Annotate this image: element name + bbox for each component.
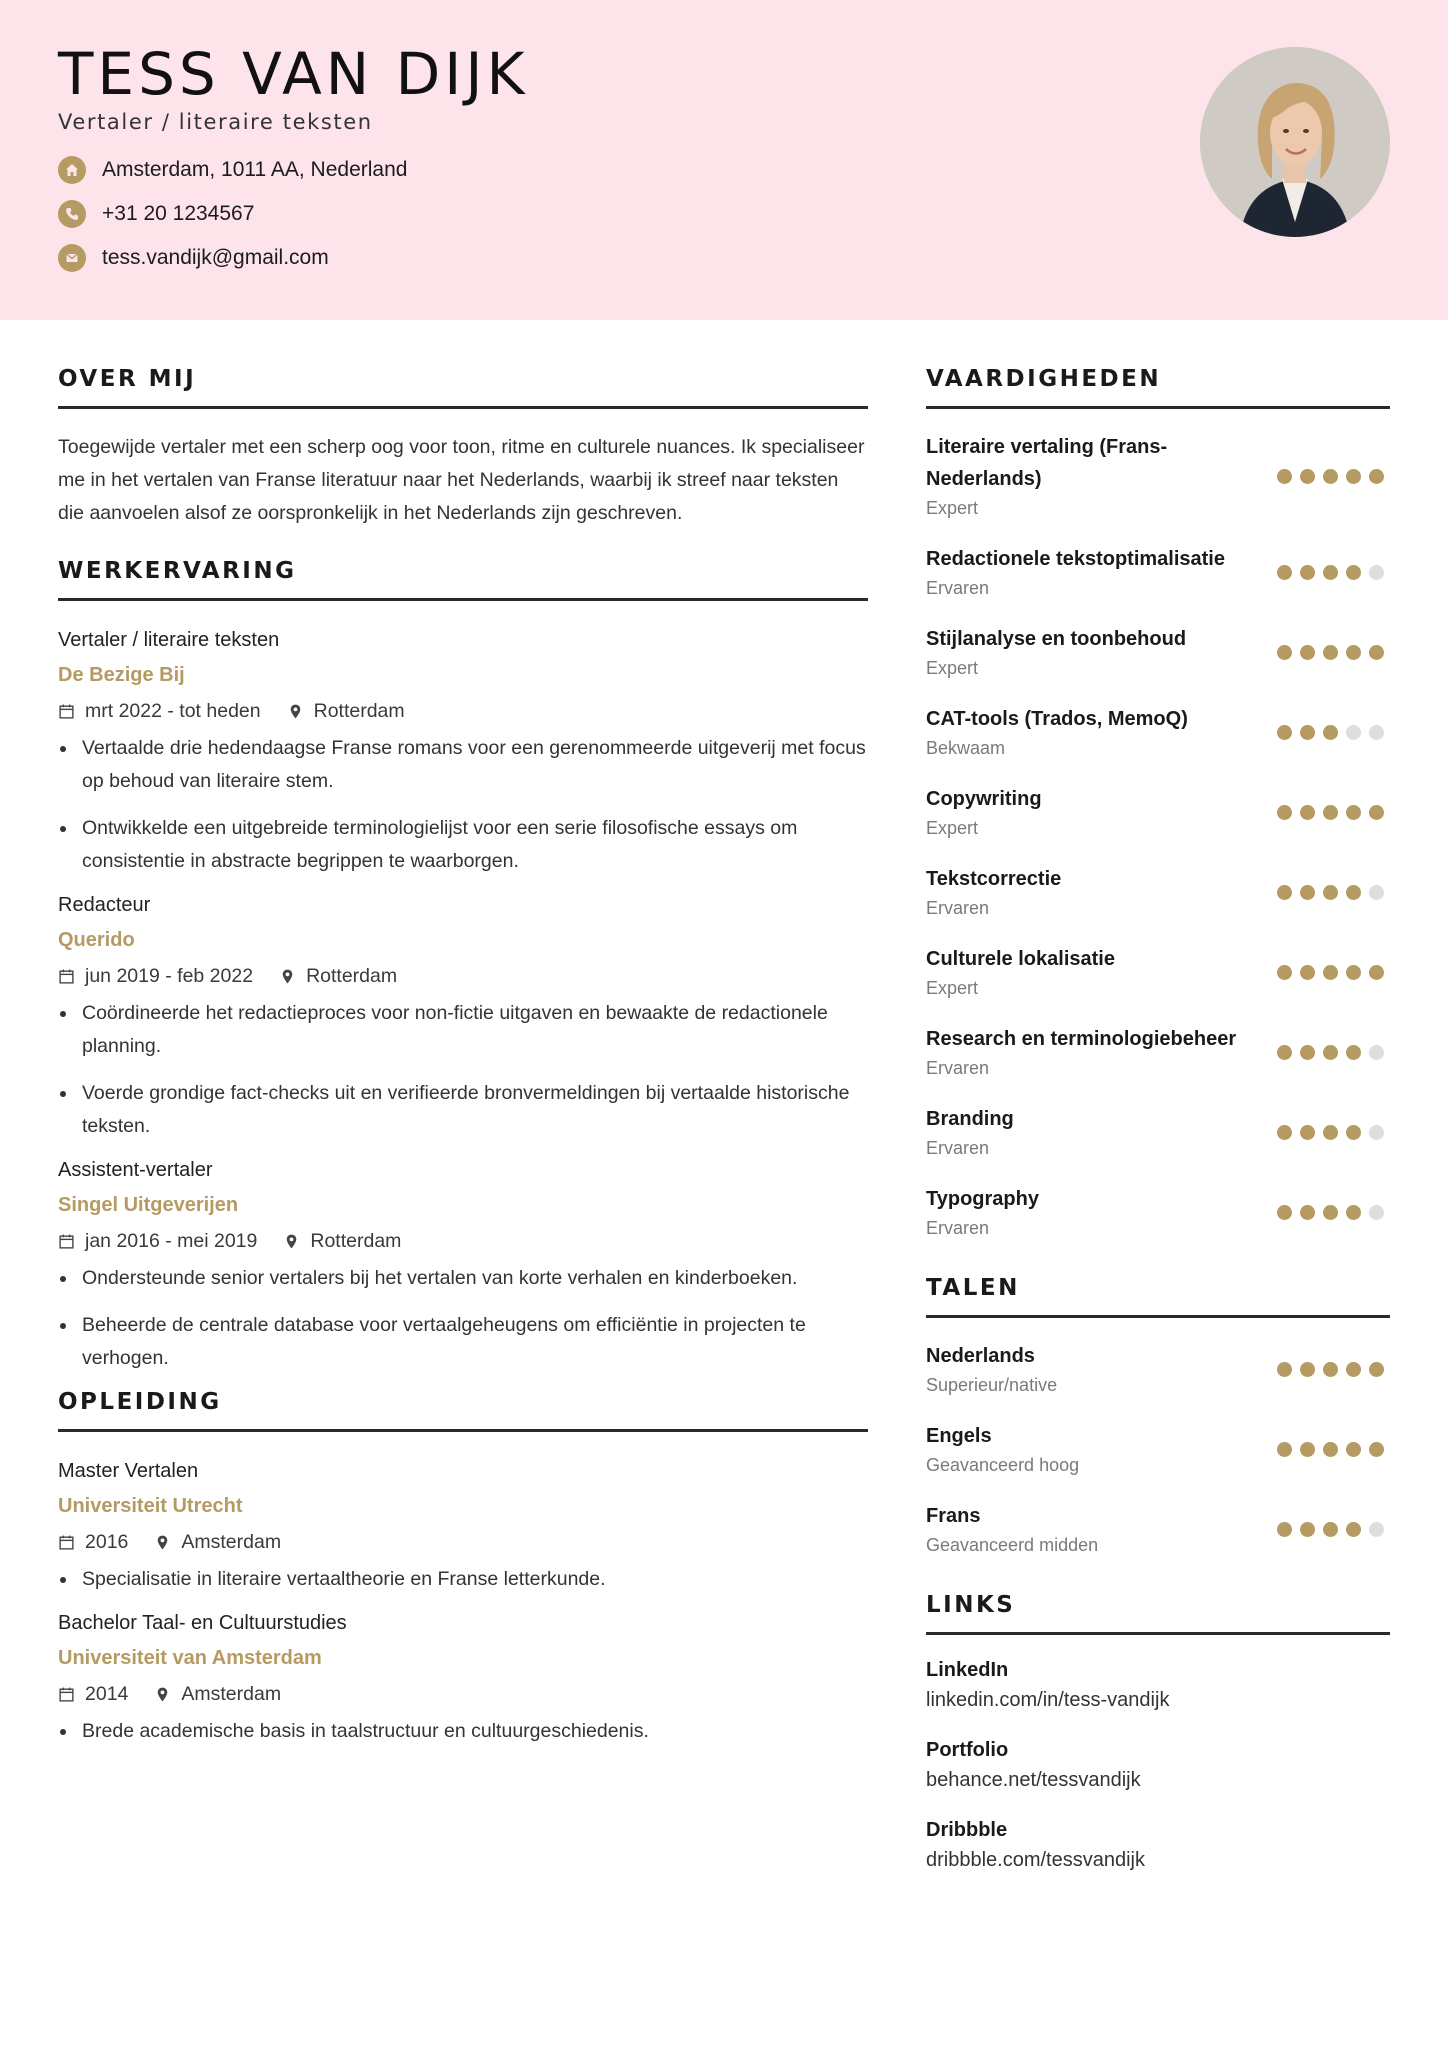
phone-icon (58, 200, 86, 228)
link-name: LinkedIn (926, 1659, 1009, 1681)
job-entry (58, 892, 868, 1143)
calendar-icon (58, 1534, 75, 1551)
link-name: Portfolio (926, 1739, 1009, 1761)
job-dates: jun 2019 - feb 2022 (85, 965, 254, 987)
school-name: Universiteit van Amsterdam (58, 1647, 322, 1669)
rating-dot (1277, 725, 1292, 740)
link-url[interactable]: behance.net/tessvandijk (926, 1769, 1141, 1791)
job-location: Rotterdam (313, 700, 405, 722)
language-level: Geavanceerd midden (926, 1535, 1099, 1555)
home-icon (58, 156, 86, 184)
links-section (926, 1592, 1390, 1875)
languages-list (926, 1340, 1390, 1558)
skill-item (926, 543, 1390, 601)
skill-level: Bekwaam (926, 738, 1006, 758)
job-entry (58, 627, 868, 878)
skill-item (926, 703, 1390, 761)
rating-dots (1277, 469, 1384, 484)
about-text: Toegewijde vertaler met een scherp oog voor toon, ritme en culturele nuances. Ik specialiseer me in het vertalen van Franse literatuur naar het Nederlands, waarbij ik streef naar teksten die aanvoelen alsof ze oorspronkelijk in het Nederlands zijn geschreven. (58, 436, 865, 524)
skill-name: Literaire vertaling (Frans-Nederlands) (926, 436, 1168, 490)
rating-dot (1300, 645, 1315, 660)
education-location: Amsterdam (181, 1683, 282, 1705)
rating-dot (1323, 565, 1338, 580)
rating-dot (1323, 1205, 1338, 1220)
language-level: Superieur/native (926, 1375, 1058, 1395)
rating-dot (1346, 1125, 1361, 1140)
location-pin-icon (154, 1686, 171, 1703)
rating-dot (1300, 1205, 1315, 1220)
experience-section (58, 558, 868, 1375)
rating-dot (1323, 965, 1338, 980)
bullet-item: Ondersteunde senior vertalers bij het vertalen van korte verhalen en kinderboeken. (58, 1262, 868, 1295)
rating-dot (1346, 965, 1361, 980)
rating-dot (1346, 885, 1361, 900)
rating-dot (1277, 965, 1292, 980)
bullet-item: Ontwikkelde een uitgebreide terminologielijst voor een serie filosofische essays om consistentie in abstracte begrippen te waarborgen. (58, 812, 868, 878)
location-pin-icon (154, 1534, 171, 1551)
about-section (58, 366, 868, 530)
rating-dot (1300, 885, 1315, 900)
rating-dot (1346, 469, 1361, 484)
rating-dot (1369, 1045, 1384, 1060)
rating-dot (1369, 1522, 1384, 1537)
job-title: Redacteur (58, 894, 151, 916)
rating-dot (1277, 885, 1292, 900)
rating-dot (1346, 645, 1361, 660)
job-company: Querido (58, 929, 135, 951)
rating-dot (1300, 1522, 1315, 1537)
bullet-item: Beheerde de centrale database voor vertaalgeheugens om efficiëntie in projecten te verhogen. (58, 1309, 868, 1375)
link-url[interactable]: dribbble.com/tessvandijk (926, 1849, 1145, 1871)
job-location: Rotterdam (310, 1230, 402, 1252)
education-section (58, 1389, 868, 1748)
language-level: Geavanceerd hoog (926, 1455, 1080, 1475)
skill-level: Expert (926, 658, 979, 678)
bullet-item: Specialisatie in literaire vertaaltheorie en Franse letterkunde. (58, 1563, 868, 1596)
link-item[interactable] (926, 1815, 1390, 1875)
job-meta (58, 698, 868, 724)
degree-title: Bachelor Taal- en Cultuurstudies (58, 1612, 347, 1634)
rating-dot (1346, 1522, 1361, 1537)
job-title: Assistent-vertaler (58, 1159, 213, 1181)
rating-dot (1369, 645, 1384, 660)
rating-dot (1369, 469, 1384, 484)
location-pin-icon (279, 968, 296, 985)
job-entry (58, 1157, 868, 1375)
job-meta (58, 1228, 868, 1254)
rating-dot (1323, 885, 1338, 900)
rating-dot (1277, 1125, 1292, 1140)
job-dates: jan 2016 - mei 2019 (85, 1230, 258, 1252)
section-title-skills: VAARDIGHEDEN (926, 366, 1390, 409)
rating-dots (1277, 1045, 1384, 1060)
skill-item (926, 1103, 1390, 1161)
education-location: Amsterdam (181, 1531, 282, 1553)
rating-dots (1277, 805, 1384, 820)
rating-dot (1369, 1442, 1384, 1457)
job-bullets (58, 1262, 868, 1375)
rating-dot (1369, 1125, 1384, 1140)
contact-email (58, 244, 329, 272)
education-entry (58, 1610, 868, 1748)
rating-dot (1277, 645, 1292, 660)
rating-dot (1323, 1362, 1338, 1377)
profile-photo (1200, 47, 1390, 237)
education-entry (58, 1458, 868, 1596)
skill-level: Ervaren (926, 1138, 990, 1158)
skill-level: Ervaren (926, 898, 990, 918)
rating-dots (1277, 645, 1384, 660)
sidebar-column (926, 366, 1390, 1875)
phone-text: +31 20 1234567 (102, 202, 255, 225)
main-column (58, 366, 868, 1762)
skill-level: Ervaren (926, 1058, 990, 1078)
rating-dot (1369, 565, 1384, 580)
skill-name: Redactionele tekstoptimalisatie (926, 548, 1225, 570)
skill-item (926, 863, 1390, 921)
job-company: De Bezige Bij (58, 664, 185, 686)
skill-item (926, 623, 1390, 681)
bullet-item: Coördineerde het redactieproces voor non-fictie uitgaven en bewaakte de redactionele planning. (58, 997, 868, 1063)
rating-dots (1277, 725, 1384, 740)
rating-dots (1277, 965, 1384, 980)
rating-dot (1300, 805, 1315, 820)
skill-item (926, 1183, 1390, 1241)
link-name: Dribbble (926, 1819, 1008, 1841)
education-year: 2016 (85, 1531, 129, 1553)
skill-name: Copywriting (926, 788, 1042, 810)
resume-header (0, 0, 1448, 320)
rating-dot (1323, 1522, 1338, 1537)
rating-dot (1346, 565, 1361, 580)
skill-level: Expert (926, 498, 979, 518)
rating-dot (1369, 965, 1384, 980)
job-bullets (58, 732, 868, 878)
bullet-item: Voerde grondige fact-checks uit en verifieerde bronvermeldingen bij vertaalde historische teksten. (58, 1077, 868, 1143)
section-title-education: OPLEIDING (58, 1389, 868, 1432)
job-meta (58, 963, 868, 989)
job-title: Vertaler / literaire teksten (58, 629, 280, 651)
skill-name: CAT-tools (Trados, MemoQ) (926, 708, 1188, 730)
school-name: Universiteit Utrecht (58, 1495, 243, 1517)
skill-name: Research en terminologiebeheer (926, 1028, 1237, 1050)
mail-icon (58, 244, 86, 272)
language-name: Nederlands (926, 1345, 1035, 1367)
rating-dot (1369, 725, 1384, 740)
education-bullets (58, 1715, 868, 1748)
rating-dot (1277, 1205, 1292, 1220)
calendar-icon (58, 703, 75, 720)
rating-dot (1346, 1362, 1361, 1377)
rating-dot (1300, 469, 1315, 484)
skill-name: Stijlanalyse en toonbehoud (926, 628, 1187, 650)
rating-dot (1323, 1045, 1338, 1060)
calendar-icon (58, 968, 75, 985)
rating-dot (1369, 1362, 1384, 1377)
skill-item (926, 943, 1390, 1001)
skill-level: Expert (926, 978, 979, 998)
rating-dot (1300, 1442, 1315, 1457)
rating-dot (1300, 725, 1315, 740)
rating-dot (1369, 885, 1384, 900)
skill-level: Ervaren (926, 1218, 990, 1238)
rating-dot (1323, 725, 1338, 740)
rating-dot (1323, 1125, 1338, 1140)
contact-address (58, 156, 407, 184)
rating-dot (1323, 469, 1338, 484)
rating-dot (1323, 1442, 1338, 1457)
education-meta (58, 1681, 868, 1707)
skill-name: Tekstcorrectie (926, 868, 1062, 890)
rating-dot (1300, 1362, 1315, 1377)
education-meta (58, 1529, 868, 1555)
calendar-icon (58, 1686, 75, 1703)
rating-dot (1346, 1045, 1361, 1060)
job-dates: mrt 2022 - tot heden (85, 700, 261, 722)
education-year: 2014 (85, 1683, 129, 1705)
skill-level: Ervaren (926, 578, 990, 598)
education-bullets (58, 1563, 868, 1596)
skill-name: Culturele lokalisatie (926, 948, 1115, 970)
language-item (926, 1340, 1390, 1398)
link-item[interactable] (926, 1735, 1390, 1795)
rating-dot (1369, 805, 1384, 820)
language-name: Frans (926, 1505, 981, 1527)
job-location: Rotterdam (306, 965, 398, 987)
rating-dot (1277, 1045, 1292, 1060)
rating-dot (1346, 805, 1361, 820)
skill-item (926, 431, 1390, 521)
calendar-icon (58, 1233, 75, 1250)
contact-phone (58, 200, 254, 228)
skill-level: Expert (926, 818, 979, 838)
rating-dots (1277, 1205, 1384, 1220)
skill-name: Branding (926, 1108, 1014, 1130)
bullet-item: Vertaalde drie hedendaagse Franse romans voor een gerenommeerde uitgeverij met focus op behoud van literaire stem. (58, 732, 868, 798)
section-title-about: OVER MIJ (58, 366, 868, 409)
rating-dot (1323, 645, 1338, 660)
rating-dots (1277, 1442, 1384, 1457)
rating-dot (1277, 469, 1292, 484)
section-title-links: LINKS (926, 1592, 1390, 1635)
rating-dot (1300, 565, 1315, 580)
job-company: Singel Uitgeverijen (58, 1194, 239, 1216)
section-title-experience: WERKERVARING (58, 558, 868, 601)
skill-item (926, 1023, 1390, 1081)
email-text: tess.vandijk@gmail.com (102, 246, 329, 269)
language-item (926, 1420, 1390, 1478)
rating-dot (1277, 565, 1292, 580)
bullet-item: Brede academische basis in taalstructuur en cultuurgeschiedenis. (58, 1715, 868, 1748)
rating-dot (1277, 805, 1292, 820)
rating-dots (1277, 1522, 1384, 1537)
candidate-name: TESS VAN DIJK (58, 40, 529, 108)
job-bullets (58, 997, 868, 1143)
section-title-languages: TALEN (926, 1275, 1390, 1318)
rating-dots (1277, 885, 1384, 900)
rating-dot (1346, 1442, 1361, 1457)
candidate-headline: Vertaler / literaire teksten (58, 110, 373, 134)
rating-dot (1277, 1522, 1292, 1537)
location-pin-icon (283, 1233, 300, 1250)
location-pin-icon (287, 703, 304, 720)
language-name: Engels (926, 1425, 992, 1447)
rating-dot (1300, 1045, 1315, 1060)
link-item[interactable] (926, 1655, 1390, 1715)
rating-dot (1369, 1205, 1384, 1220)
degree-title: Master Vertalen (58, 1460, 199, 1482)
rating-dots (1277, 1125, 1384, 1140)
rating-dots (1277, 1362, 1384, 1377)
rating-dot (1346, 1205, 1361, 1220)
skill-item (926, 783, 1390, 841)
skills-list (926, 431, 1390, 1241)
skills-section (926, 366, 1390, 1241)
languages-section (926, 1275, 1390, 1558)
language-item (926, 1500, 1390, 1558)
rating-dot (1277, 1442, 1292, 1457)
rating-dots (1277, 565, 1384, 580)
skill-name: Typography (926, 1188, 1039, 1210)
rating-dot (1277, 1362, 1292, 1377)
rating-dot (1323, 805, 1338, 820)
link-url[interactable]: linkedin.com/in/tess-vandijk (926, 1689, 1170, 1711)
rating-dot (1346, 725, 1361, 740)
rating-dot (1300, 965, 1315, 980)
address-text: Amsterdam, 1011 AA, Nederland (102, 158, 408, 181)
rating-dot (1300, 1125, 1315, 1140)
